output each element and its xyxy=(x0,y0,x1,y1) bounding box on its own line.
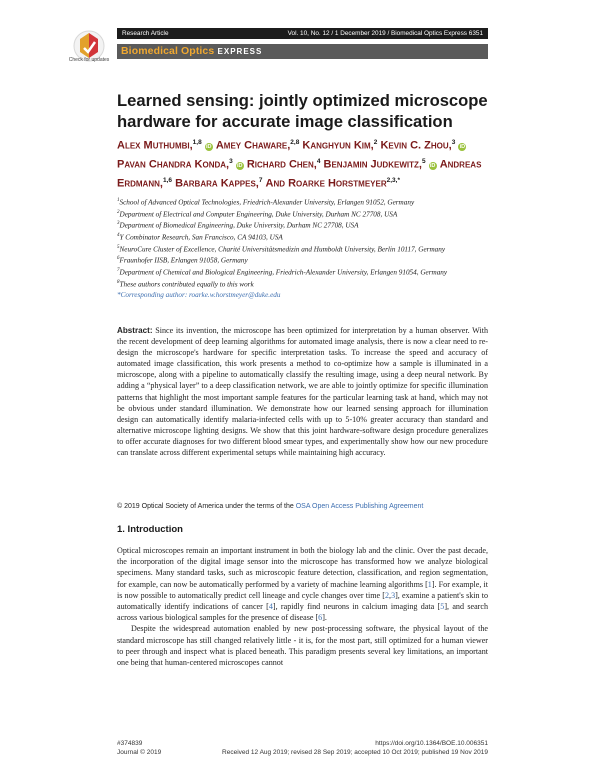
author-name: Alex Muthumbi, xyxy=(117,139,193,152)
copyright-line xyxy=(117,503,488,510)
author-name: Kanghyun Kim, xyxy=(302,139,374,152)
body-text-segment: ]. xyxy=(322,613,327,623)
citation-link[interactable]: 3 xyxy=(391,590,396,600)
orcid-icon[interactable]: iD xyxy=(429,162,436,169)
affiliation xyxy=(117,219,488,231)
abstract xyxy=(117,325,488,458)
body-text-segment: ], and search across various biological samples for the presence of disease [ xyxy=(117,602,489,623)
affiliation xyxy=(117,231,488,243)
body-text-segment: ], rapidly find neurons in calcium imaging data [ xyxy=(272,602,441,612)
author-affiliation-sup: 7 xyxy=(258,177,263,185)
citation-line: Vol. 10, No. 12 / 1 December 2019 / Biomedical Optics Express 6351 xyxy=(287,30,483,37)
author-list xyxy=(117,135,492,192)
affiliation-text: These authors contributed equally to this work xyxy=(119,280,254,289)
author-name: Benjamin Judkewitz, xyxy=(323,158,422,171)
journal-name-prefix: Biomedical Optics xyxy=(121,45,215,57)
journal-bar xyxy=(117,44,488,59)
author-affiliation-sup: 1,8 xyxy=(192,139,202,146)
affiliation xyxy=(117,196,488,208)
author-affiliation-sup: 3 xyxy=(229,158,233,166)
affiliation xyxy=(117,278,488,290)
author-name: And Roarke Horstmeyer xyxy=(265,177,387,190)
corresponding-author-email[interactable]: *Corresponding author: roarke.w.horstmeyer@duke.edu xyxy=(117,290,281,299)
affiliation-number: 4 xyxy=(117,233,120,239)
abstract-text: Since its invention, the microscope has been optimized for interpretation by a human observer. With the recent development of deep learning algorithms for automated image analysis, there is now a clear need to re-design the microscope's hardware for specific interpretation tasks. To increase the speed and accuracy of automated image classification, this work presents a method to co-optimize how a sample is illuminated in a microscope, along with a pipeline to automatically classify the resulting image, using a deep neural network. By adding a “physical layer” to a deep classification network, we are able to jointly optimize for specific illumination patterns that highlight the most important sample features for the particular learning task at hand, which may not be obvious under standard illumination. We demonstrate how our learned sensing approach for illumination design can automatically identify malaria-infected cells with up to 5-10% greater accuracy than standard and alternative microscope lighting designs. We show that this joint hardware-software design procedure generalizes to offer accurate diagnoses for two different blood smear types, and experimentally show how our new procedure can translate across different experimental setups while maintaining high accuracy. xyxy=(117,326,488,458)
orcid-icon[interactable]: iD xyxy=(206,143,212,150)
orcid-icon[interactable]: iD xyxy=(237,162,243,169)
affiliation-text: School of Advanced Optical Technologies, Friedrich-Alexander University, Erlangen 91052, Germany xyxy=(119,198,415,207)
affiliation-list xyxy=(117,196,488,300)
citation-link[interactable]: 1 xyxy=(427,579,432,589)
body-text-segment: ], examine a patient's skin to automatically identify indications of cancer [ xyxy=(117,590,489,612)
affiliation-number: 1 xyxy=(117,198,120,203)
article-title: Learned sensing: jointly optimized microscope hardware for accurate image classification xyxy=(117,91,488,131)
journal-name-suffix: EXPRESS xyxy=(214,47,263,56)
journal-name xyxy=(121,44,262,59)
abstract-label: Abstract: xyxy=(117,326,153,335)
article-id: #374839 xyxy=(117,740,143,747)
affiliation-text: Department of Chemical and Biological Engineering, Friedrich-Alexander University, Erlangen 91054, Germany xyxy=(119,268,448,277)
affiliation-text: Fraunhofer IISB, Erlangen 91058, Germany xyxy=(119,256,248,265)
author-affiliation-sup: 2,3,* xyxy=(386,177,400,185)
body-text xyxy=(117,545,488,668)
body-text-segment: , xyxy=(389,590,392,600)
author-affiliation-sup: 2,8 xyxy=(290,139,300,146)
copyright-text: © 2019 Optical Society of America under the terms of the xyxy=(117,503,296,510)
orcid-icon[interactable]: iD xyxy=(459,143,466,150)
author-name: Kevin C. Zhou, xyxy=(380,139,452,152)
affiliation-text: Y Combinator Research, San Francisco, CA 94103, USA xyxy=(119,233,283,242)
affiliation-number: 5 xyxy=(117,244,120,250)
body-paragraph-2: Despite the widespread automation enabled by new post-processing software, the physical layout of the standard microscope has still changed relatively little - it is, for the most part, still optimized for a human viewer to peer through and inspect what is placed beneath. This paradigm presents several key limitations, an important one being that human-centered microscopes cannot xyxy=(117,624,488,668)
body-paragraph-1 xyxy=(117,545,488,623)
check-for-updates-label[interactable]: Check for updates xyxy=(68,57,110,63)
author-name: Richard Chen, xyxy=(246,158,317,171)
affiliation-text: NeuroCure Cluster of Excellence, Charité Universitätsmedizin and Humboldt University, Berlin 10117, Germany xyxy=(119,245,446,254)
body-text-segment: Optical microscopes remain an important instrument in both the biology lab and the clinic. Over the past decade, the incorporation of the digital image sensor into the microscope has transformed how we analyze biological specimens. Many standard tasks, such as microscopic feature detection, classification, and region segmentation, for example, can now be automatically performed by a variety of machine learning algorithms [ xyxy=(117,546,488,589)
affiliation-number: 3 xyxy=(117,221,120,227)
header-bar xyxy=(117,28,488,39)
affiliation xyxy=(117,208,488,220)
author-affiliation-sup: 1,6 xyxy=(162,177,172,185)
section-heading-introduction: 1. Introduction xyxy=(117,524,183,535)
author-name: Pavan Chandra Konda, xyxy=(117,158,230,171)
article-type: Research Article xyxy=(122,30,169,37)
author-affiliation-sup: 5 xyxy=(421,158,426,166)
author-affiliation-sup: 3 xyxy=(451,139,456,146)
citation-link[interactable]: 5 xyxy=(440,602,445,612)
affiliation-number: 8 xyxy=(117,279,120,285)
affiliation-text: Department of Biomedical Engineering, Duke University, Durham NC 27708, USA xyxy=(119,221,359,230)
affiliation xyxy=(117,254,488,266)
journal-copyright: Journal © 2019 xyxy=(117,749,162,756)
body-text-segment: ]. For example, it is now possible to automatically predict cell lineage and cycle changes over time [ xyxy=(117,579,488,600)
footer xyxy=(117,739,488,757)
affiliation-text: Department of Electrical and Computer Engineering, Duke University, Durham NC 27708, USA xyxy=(119,210,398,219)
publication-dates: Received 12 Aug 2019; revised 28 Sep 2019; accepted 10 Oct 2019; published 19 Nov 2019 xyxy=(222,749,488,756)
author-affiliation-sup: 4 xyxy=(316,158,321,166)
citation-link[interactable]: 4 xyxy=(268,602,273,612)
author-name: Andreas Erdmann, xyxy=(117,158,482,190)
affiliation-number: 2 xyxy=(117,209,120,215)
affiliation xyxy=(117,243,488,255)
doi-link[interactable]: https://doi.org/10.1364/BOE.10.006351 xyxy=(375,740,488,747)
citation-link[interactable]: 6 xyxy=(318,613,323,623)
citation-link[interactable]: 2 xyxy=(384,590,390,600)
affiliation xyxy=(117,266,488,278)
affiliation-number: 7 xyxy=(117,268,120,274)
author-name: Barbara Kappes, xyxy=(175,177,259,190)
author-name: Amey Chaware, xyxy=(215,139,291,152)
author-affiliation-sup: 2 xyxy=(373,139,378,146)
affiliation-number: 6 xyxy=(117,256,120,262)
open-access-agreement-link[interactable]: OSA Open Access Publishing Agreement xyxy=(295,503,424,510)
